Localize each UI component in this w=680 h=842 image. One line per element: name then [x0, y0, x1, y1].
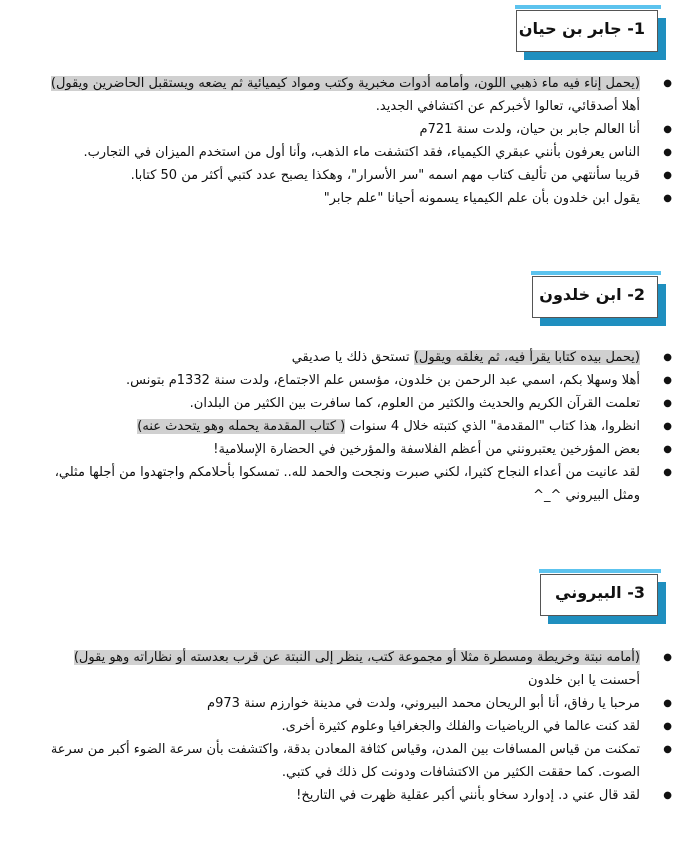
heading-box: [532, 276, 658, 318]
list-item: [36, 72, 654, 118]
heading-text: 1- جابر بن حيان: [518, 19, 645, 38]
bullet-list: [36, 346, 654, 507]
list-item: [36, 438, 654, 461]
list-item: [36, 118, 654, 141]
section-heading: [516, 10, 658, 52]
item-text: تمكنت من قياس المسافات بين المدن، وقياس كثافة المعادن بدقة، واكتشفت بأن سرعة الضوء أكبر من سرعة الصوت. كما حققت الكثير من الاكتشافات ودونت كل ذلك في كتبي.: [50, 742, 640, 780]
list-item: [36, 141, 654, 164]
item-text: انظروا، هذا كتاب "المقدمة" الذي كتبته خلال 4 سنوات: [345, 419, 640, 434]
item-text: الناس يعرفون بأنني عبقري الكيمياء، فقد اكتشفت ماء الذهب، وأنا أول من استخدم الميزان في التجارب.: [83, 145, 640, 160]
heading-accent-bar: [539, 569, 661, 573]
list-item: [36, 715, 654, 738]
list-item: [36, 784, 654, 807]
item-text: أحسنت يا ابن خلدون: [527, 673, 640, 688]
item-text: مرحبا يا رفاق، أنا أبو الريحان محمد البيروني، ولدت في مدينة خوارزم سنة 973م: [207, 696, 640, 711]
item-text: أنا العالم جابر بن حيان، ولدت سنة 721م: [419, 122, 640, 137]
item-text: لقد قال عني د. إدوارد سخاو بأنني أكبر عقلية ظهرت في التاريخ!: [296, 788, 640, 803]
heading-text: 3- البيروني: [555, 583, 645, 602]
stage-direction: (أمامه نبتة وخريطة ومسطرة مثلا أو مجموعة كتب، ينظر إلى النبتة عن قرب بعدسته أو نظاراته وهو يقول): [73, 650, 640, 665]
list-item: [36, 738, 654, 784]
list-item: [36, 369, 654, 392]
list-item: [36, 346, 654, 369]
heading-accent-bar: [515, 5, 661, 9]
heading-box: [540, 574, 658, 616]
item-text: أهلا أصدقائي، تعالوا لأخبركم عن اكتشافي الجديد.: [375, 99, 640, 114]
list-item: [36, 392, 654, 415]
stage-direction: (يحمل بيده كتابا يقرأ فيه، ثم يغلقه ويقول): [413, 350, 640, 365]
list-item: [36, 461, 654, 507]
list-item: [36, 692, 654, 715]
stage-direction: ( كتاب المقدمة يحمله وهو يتحدث عنه): [137, 419, 346, 434]
bullet-list: [36, 646, 654, 807]
bullet-list: [36, 72, 654, 210]
item-text: لقد كنت عالما في الرياضيات والفلك والجغرافيا وعلوم كثيرة أخرى.: [281, 719, 640, 734]
heading-accent-bar: [531, 271, 661, 275]
item-text: قريبا سأنتهي من تأليف كتاب مهم اسمه "سر الأسرار"، وهكذا يصبح عدد كتبي أكثر من 50 كتابا.: [130, 168, 640, 183]
list-item: [36, 187, 654, 210]
list-item: [36, 164, 654, 187]
section-heading: [540, 574, 658, 616]
list-item: [36, 646, 654, 692]
section-heading: [532, 276, 658, 318]
item-text: تعلمت القرآن الكريم والحديث والكثير من العلوم، كما سافرت بين الكثير من البلدان.: [189, 396, 640, 411]
item-text: بعض المؤرخين يعتبرونني من أعظم الفلاسفة والمؤرخين في الحضارة الإسلامية!: [213, 442, 640, 457]
stage-direction: (يحمل إناء فيه ماء ذهبي اللون، وأمامه أدوات مخبرية وكتب ومواد كيميائية ثم يضعه ويستقبل الحاضرين ويقول): [50, 76, 640, 91]
heading-text: 2- ابن خلدون: [539, 285, 645, 304]
heading-box: [516, 10, 658, 52]
list-item: [36, 415, 654, 438]
item-text: تستحق ذلك يا صديقي: [291, 350, 414, 365]
item-text: لقد عانيت من أعداء النجاح كثيرا، لكني صبرت ونجحت والحمد لله.. تمسكوا بأحلامكم واجتهدوا من أجلها مثلي، ومثل البيروني ^_^: [54, 465, 640, 503]
item-text: أهلا وسهلا بكم، اسمي عبد الرحمن بن خلدون، مؤسس علم الاجتماع، ولدت سنة 1332م بتونس.: [126, 373, 640, 388]
item-text: يقول ابن خلدون بأن علم الكيمياء يسمونه أحيانا "علم جابر": [323, 191, 640, 206]
